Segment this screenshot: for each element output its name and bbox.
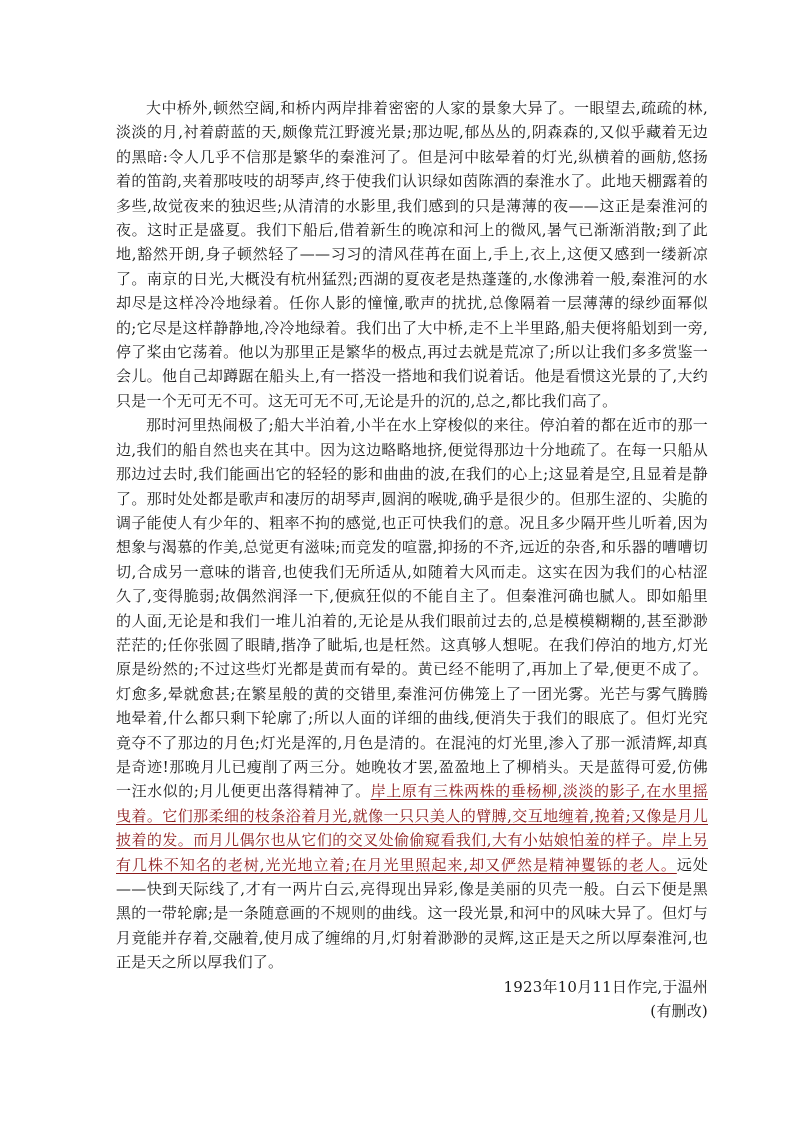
paragraph-1: 大中桥外,顿然空阔,和桥内两岸排着密密的人家的景象大异了。一眼望去,疏疏的林,淡淡的月,衬着蔚蓝的天,颇像荒江野渡光景;那边呢,郁丛丛的,阴森森的,又似乎藏着无边的黑暗:令人几乎不信那是繁华的秦淮河了。但是河中眩晕着的灯光,纵横着的画舫,悠扬着的笛韵,夹着那吱吱的胡琴声,终于使我们认识绿如茵陈酒的秦淮水了。此地天棚露着的多些,故觉夜来的独迟些;从清清的水影里,我们感到的只是薄薄的夜——这正是秦淮河的夜。这时正是盛夏。我们下船后,借着新生的晚凉和河上的微风,暑气已渐渐消散;到了此地,豁然开朗,身子顿然轻了——习习的清风荏苒在面上,手上,衣上,这便又感到一缕新凉了。南京的日光,大概没有杭州猛烈;西湖的夏夜老是热蓬蓬的,水像沸着一般,秦淮河的水却尽是这样冷冷地绿着。任你人影的憧憧,歌声的扰扰,总像隔着一层薄薄的绿纱面幂似的;它尽是这样静静地,冷冷地绿着。我们出了大中桥,走不上半里路,船夫便将船划到一旁,停了桨由它荡着。他以为那里正是繁华的极点,再过去就是荒凉了;所以让我们多多赏鉴一会儿。他自己却蹲踞在船头上,有一搭没一搭地和我们说着话。他是看惯这光景的了,大约只是一个无可无不可。这无可无不可,无论是升的沉的,总之,都比我们高了。 [116, 99, 708, 410]
paragraph-2 [116, 413, 708, 974]
underlined-excerpt: 岸上原有三株两株的垂杨柳,淡淡的影子,在水里摇曳着。它们那柔细的枝条浴着月光,就像一只只美人的臂膊,交互地缠着,挽着;又像是月儿披着的发。而月儿偶尔也从它们的交叉处偷偷窥看我们,大有小姑娘怕羞的样子。岸上另有几株不知名的老树,光光地立着;在月光里照起来,却又俨然是精神矍铄的老人。 [116, 782, 708, 874]
signoff-date: 1923年10月11日作完,于温州 [503, 977, 708, 996]
edit-note: (有删改) [650, 1002, 708, 1021]
paragraph-2-text: 那时河里热闹极了;船大半泊着,小半在水上穿梭似的来往。停泊着的都在近市的那一边,我们的船自然也夹在其中。因为这边略略地挤,便觉得那边十分地疏了。在每一只船从那边过去时,我们能画出它的轻轻的影和曲曲的波,在我们的心上;这显着是空,且显着是静了。那时处处都是歌声和凄厉的胡琴声,圆润的喉咙,确乎是很少的。但那生涩的、尖脆的调子能使人有少年的、粗率不拘的感觉,也正可快我们的意。况且多少隔开些儿听着,因为想象与渴慕的作美,总觉更有滋味;而竞发的喧嚣,抑扬的不齐,远近的杂沓,和乐器的嘈嘈切切,合成另一意味的谐音,也使我们无所适从,如随着大风而走。这实在因为我们的心枯涩久了,变得脆弱;故偶然润泽一下,便疯狂似的不能自主了。但秦淮河确也腻人。即如船里的人面,无论是和我们一堆儿泊着的,无论是从我们眼前过去的,总是模模糊糊的,甚至渺渺茫茫的;任你张圆了眼睛,揩净了眦垢,也是枉然。这真够人想呢。在我们停泊的地方,灯光原是纷然的;不过这些灯光都是黄而有晕的。黄已经不能明了,再加上了晕,便更不成了。灯愈多,晕就愈甚;在繁星般的黄的交错里,秦淮河仿佛笼上了一团光雾。光芒与雾气腾腾地晕着,什么都只剩下轮廓了;所以人面的详细的曲线,便消失于我们的眼底了。但灯光究竟夺不了那边的月色;灯光是浑的,月色是清的。在混沌的灯光里,渗入了那一派清辉,却真是奇迹!那晚月儿已瘦削了两三分。她晚妆才罢,盈盈地上了柳梢头。天是蓝得可爱,仿佛一汪水似的;月儿便更出落得精神了。 [116, 416, 708, 801]
paragraph-2-tail: 远处——快到天际线了,才有一两片白云,亮得现出异彩,像是美丽的贝壳一般。白云下便是黑黑的一带轮廓;是一条随意画的不规则的曲线。这一段光景,和河中的风味大异了。但灯与月竟能并存着,交融着,使月成了缠绵的月,灯射着渺渺的灵辉,这正是天之所以厚秦淮河,也正是天之所以厚我们了。 [116, 855, 708, 972]
article-body [116, 96, 708, 1023]
